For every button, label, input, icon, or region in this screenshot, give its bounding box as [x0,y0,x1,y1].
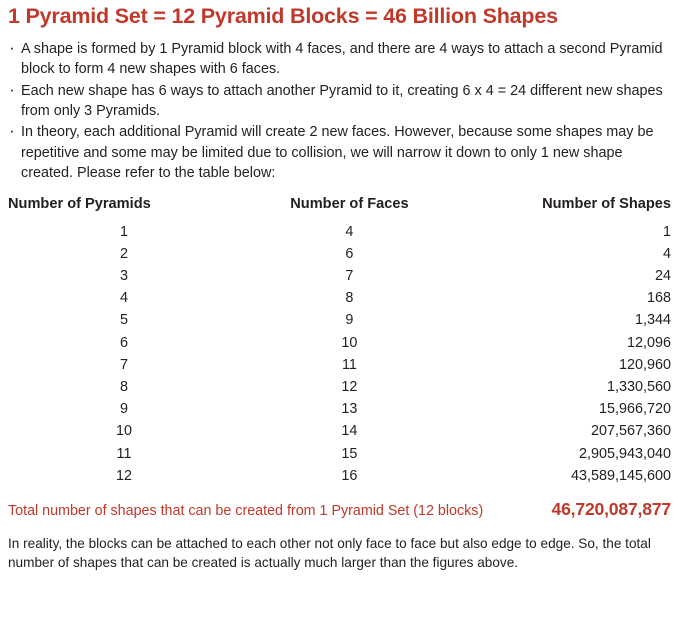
table-row [8,398,671,420]
cell-pyramids: 1 [120,223,129,240]
table-row [8,265,671,287]
cell-shapes: 120,960 [618,356,671,373]
cell-faces: 15 [341,445,358,462]
cell-faces: 7 [345,268,354,285]
footer-note: In reality, the blocks can be attached to each other not only face to face but also edge to edge. So, the total number of shapes that can be created is actually much larger than the figures above. [8,535,651,571]
cell-faces: 6 [345,245,354,262]
total-value: 46,720,087,877 [551,498,671,519]
table-row [8,287,671,309]
table-row [8,354,671,376]
table-row [8,221,671,243]
cell-faces: 13 [341,401,358,418]
intro-bullet-list [8,39,671,184]
cell-faces: 16 [341,467,358,484]
table-row [8,332,671,354]
list-item: · Each new shape has 6 ways to attach another Pyramid to it, creating 6 x 4 = 24 different new shapes from only 3 Pyramids. [8,81,671,122]
cell-faces: 10 [341,334,358,351]
list-item: · In theory, each additional Pyramid will create 2 new faces. However, because some shapes may be repetitive and some may be limited due to collision, we will narrow it down to only 1 new shape created. Please refer to the table below: [8,122,671,183]
cell-faces: 8 [345,290,354,307]
cell-pyramids: 11 [116,445,132,462]
cell-pyramids: 7 [120,356,129,373]
table-row [8,309,671,331]
cell-shapes: 4 [662,245,671,262]
table-row [8,376,671,398]
cell-shapes: 1,344 [634,312,671,329]
cell-pyramids: 8 [120,379,129,396]
cell-faces: 12 [341,379,358,396]
column-header-pyramids: Number of Pyramids [8,195,151,212]
cell-shapes: 1 [662,223,671,240]
cell-shapes: 168 [646,290,671,307]
cell-faces: 11 [341,356,357,373]
cell-pyramids: 12 [116,467,133,484]
cell-shapes: 43,589,145,600 [570,467,671,484]
table-header-row [8,196,671,221]
cell-shapes: 24 [654,268,671,285]
shapes-table [8,196,671,487]
table-row [8,243,671,265]
cell-shapes: 15,966,720 [598,401,671,418]
cell-faces: 4 [345,223,354,240]
column-header-faces: Number of Faces [290,195,409,212]
column-header-shapes: Number of Shapes [542,195,671,212]
list-item: · A shape is formed by 1 Pyramid block with 4 faces, and there are 4 ways to attach a second Pyramid block to form 4 new shapes with 6 faces. [8,39,671,80]
cell-shapes: 12,096 [626,334,671,351]
cell-faces: 9 [345,312,354,329]
page-title: 1 Pyramid Set = 12 Pyramid Blocks = 46 Billion Shapes [8,4,558,28]
cell-pyramids: 3 [120,268,129,285]
cell-shapes: 207,567,360 [590,423,671,440]
total-label: Total number of shapes that can be created from 1 Pyramid Set (12 blocks) [8,502,484,519]
table-row [8,420,671,442]
total-row [8,499,671,520]
cell-pyramids: 10 [116,423,133,440]
cell-pyramids: 6 [120,334,129,351]
cell-shapes: 1,330,560 [606,379,671,396]
cell-faces: 14 [341,423,358,440]
cell-shapes: 2,905,943,040 [578,445,671,462]
table-row [8,443,671,465]
cell-pyramids: 4 [120,290,129,307]
cell-pyramids: 2 [120,245,129,262]
cell-pyramids: 5 [120,312,129,329]
cell-pyramids: 9 [120,401,129,418]
table-row [8,465,671,487]
